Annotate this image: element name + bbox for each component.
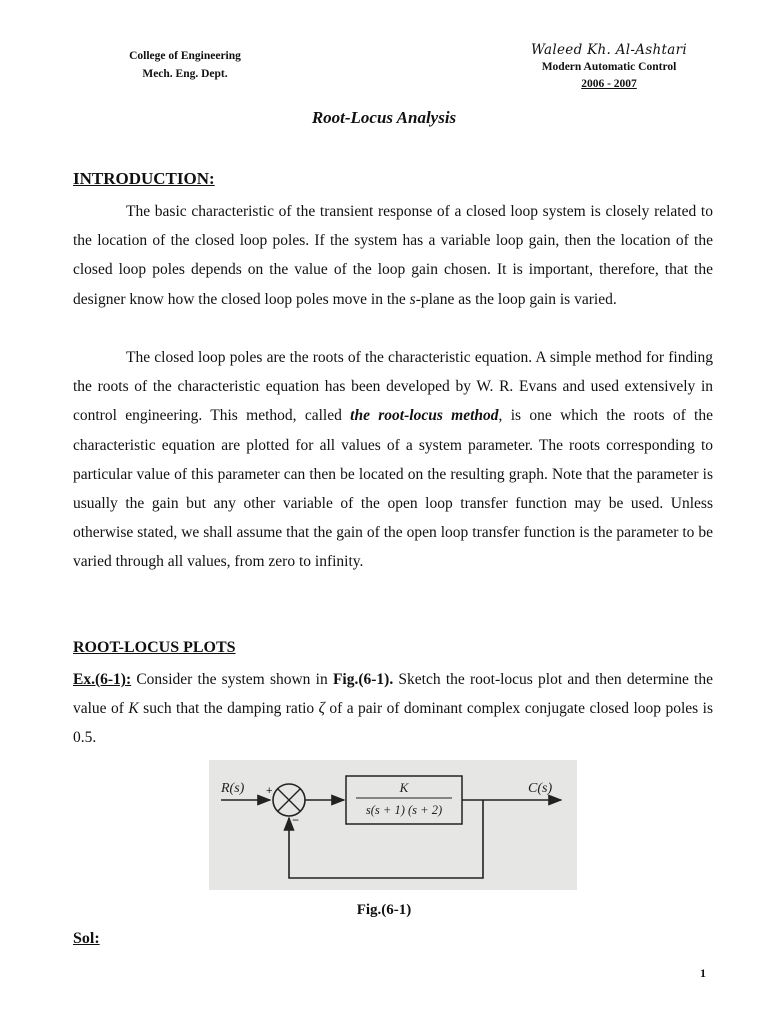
- header-course-info: [520, 42, 698, 93]
- header-department: Mech. Eng. Dept.: [142, 68, 228, 80]
- minus-sign: −: [292, 813, 300, 827]
- header-author: Waleed Kh. Al-Ashtari: [531, 42, 687, 58]
- block-numerator: K: [399, 780, 409, 795]
- intro-paragraph-1: The basic characteristic of the transient response of a closed loop system is closely related to the location of the closed loop poles. If the system has a variable loop gain, then the location of the closed loop poles depends on the value of the loop gain chosen. It is important, therefore, that the designer know how the closed loop poles move in the s-plane as the loop gain is varied.: [73, 203, 713, 308]
- header-college: College of Engineering: [129, 50, 241, 62]
- section-heading-root-locus-plots: ROOT-LOCUS PLOTS: [73, 639, 236, 656]
- figure-caption: Fig.(6-1): [356, 902, 412, 918]
- example-paragraph: Ex.(6-1): Consider the system shown in Fig.(6-1). Sketch the root-locus plot and then determine the value of K such that the damping ratio ζ of a pair of dominant complex conjugate closed loop poles is 0.5.: [73, 671, 713, 747]
- block-denominator: s(s + 1) (s + 2): [365, 803, 443, 817]
- example-label: Ex.(6-1):: [73, 671, 132, 688]
- block-diagram-figure: [209, 760, 577, 890]
- header-institution: [110, 47, 260, 83]
- output-label: C(s): [528, 781, 553, 796]
- block-diagram: [209, 760, 577, 890]
- zeta-symbol: ζ: [318, 700, 325, 718]
- solution-label: Sol:: [73, 930, 100, 947]
- section-heading-introduction: INTRODUCTION:: [73, 169, 215, 188]
- page-number: 1: [700, 966, 706, 980]
- plus-sign: +: [266, 785, 273, 797]
- emphasis-root-locus-method: the root-locus method: [350, 407, 499, 425]
- intro-paragraph-2: The closed loop poles are the roots of the characteristic equation. A simple method for finding the roots of the characteristic equation has been developed by W. R. Evans and used extensively in control engineering. This method, called the root-locus method, is one which the roots of the characteristic equation are plotted for all values of a system parameter. The roots corresponding to particular value of this parameter can then be located on the resulting graph. Note that the parameter is usually the gain but any other variable of the open loop transfer function may be used. Unless otherwise stated, we shall assume that the gain of the open loop transfer function is the parameter to be varied through all values, from zero to infinity.: [73, 349, 713, 571]
- header-years: 2006 - 2007: [581, 78, 637, 90]
- figure-reference: Fig.(6-1).: [332, 671, 394, 688]
- header-course: Modern Automatic Control: [541, 61, 677, 73]
- input-label: R(s): [221, 781, 245, 796]
- page-title: Root-Locus Analysis: [311, 108, 457, 127]
